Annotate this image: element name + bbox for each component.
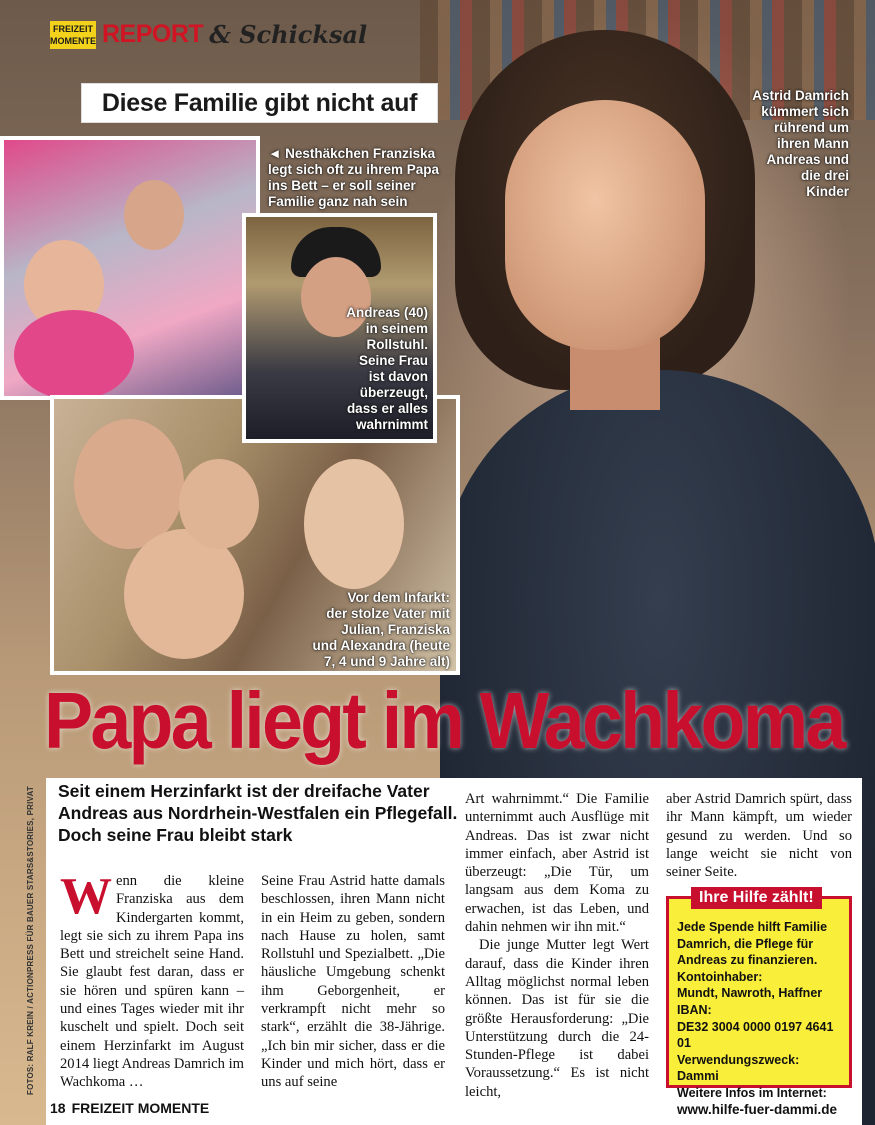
- page-footer: [50, 1100, 215, 1116]
- page-number: 18: [50, 1100, 66, 1116]
- photo-credits: FOTOS: RALF KREIN / ACTIONPRESS FÜR BAUER STARS&STORIES, PRIVAT: [26, 786, 35, 1095]
- woman-caption: Astrid Damrich kümmert sich rührend um ihren Mann Andreas und die drei Kinder: [752, 88, 849, 199]
- kicker-text: Diese Familie gibt nicht auf: [101, 88, 418, 117]
- photo-daughter-in-bed: [0, 136, 260, 400]
- woman-portrait-photo: [505, 100, 705, 350]
- section-subtitle: & Schicksal: [209, 20, 368, 49]
- donation-website-link[interactable]: www.hilfe-fuer-dammi.de: [677, 1101, 838, 1117]
- article-column-4: aber Astrid Damrich spürt, dass ihr Mann kämpft, um wieder gesund zu werden. Und so lange weicht sie nicht von seiner Seite.: [666, 791, 852, 881]
- donation-box: [666, 889, 852, 1117]
- photo2-caption: Andreas (40) in seinem Rollstuhl. Seine Frau ist davon überzeugt, dass er alles wahrnimmt: [346, 305, 428, 432]
- article-column-2: Seine Frau Astrid hatte damals beschlossen, ihren Mann nicht in ein Heim zu geben, sondern nach Hause zu holen, samt Rollstuhl und Spezialbett. „Die häusliche Umgebung schenkt ihm Geborgenheit, er verkrampft nicht mehr so stark“, erzählt die 38-Jährige. „Ich bin mir sicher, dass er die Kinder und mich hört, dass er uns auf seine: [261, 873, 445, 1091]
- section-title: REPORT: [102, 20, 204, 48]
- donation-box-body: Jede Spende hilft Familie Damrich, die Pflege für Andreas zu finanzieren. Kontoinhaber: Mundt, Nawroth, Haffner IBAN: DE32 3004 0000 0197 4641 01 Verwendungszweck: Dammi Weitere Infos im Internet:: [677, 920, 834, 1100]
- article-column-3: Art wahrnimmt.“ Die Familie unternimmt auch Ausflüge mit Andreas. Das ist zwar nicht immer einfach, aber Astrid ist überzeugt: „Die Tür, um langsam aus dem Koma zu erwachen, ist das Leben, und dahin nehmen wir ihn mit.“ Die junge Mutter legt Wert darauf, dass die Kinder ihren Alltag möglichst normal leben können. Das ist für sie die größte Herausforderung: „Die Unterstützung durch die 24-Stunden-Pflege ist dabei Voraussetzung.“ Es ist nicht leicht,: [465, 791, 649, 1100]
- magazine-name: FREIZEIT MOMENTE: [71, 1100, 210, 1116]
- intro-text: Seit einem Herzinfarkt ist der dreifache Vater Andreas aus Nordrhein-Westfalen ein Pflegefall. Doch seine Frau bleibt stark: [58, 781, 458, 845]
- photo1-caption: ◄ Nesthäkchen Franziska legt sich oft zu ihrem Papa ins Bett – er soll seiner Familie ganz nah sein: [268, 146, 440, 209]
- donation-box-title: Ihre Hilfe zählt!: [691, 887, 822, 909]
- article-column-1: Wenn die kleine Franziska aus dem Kindergarten kommt, legt sie sich zu ihrem Papa ins Bett und streichelt seine Hand. Sie glaubt fest daran, dass er sie hören und spüren kann – und eines Tages wieder mit ihr kuschelt und spielt. Doch seit einem Herzinfarkt im August 2014 liegt Andreas Damrich im Wachkoma …: [60, 868, 245, 1091]
- headline: Papa liegt im Wachkoma: [44, 676, 844, 765]
- boy-face-shape: [124, 529, 244, 659]
- section-header: [50, 20, 367, 49]
- father-face-shape: [74, 419, 184, 549]
- kicker-box: [82, 84, 437, 122]
- girl-face-shape: [304, 459, 404, 589]
- father-face-shape: [124, 180, 184, 250]
- magazine-logo: FREIZEIT MOMENTE: [50, 21, 96, 49]
- toddler-face-shape: [179, 459, 259, 549]
- photo3-caption: Vor dem Infarkt: der stolze Vater mit Julian, Franziska und Alexandra (heute 7, 4 und 9 Jahre alt): [312, 590, 450, 669]
- drop-cap: W: [60, 868, 112, 925]
- pink-blanket-shape: [14, 310, 134, 400]
